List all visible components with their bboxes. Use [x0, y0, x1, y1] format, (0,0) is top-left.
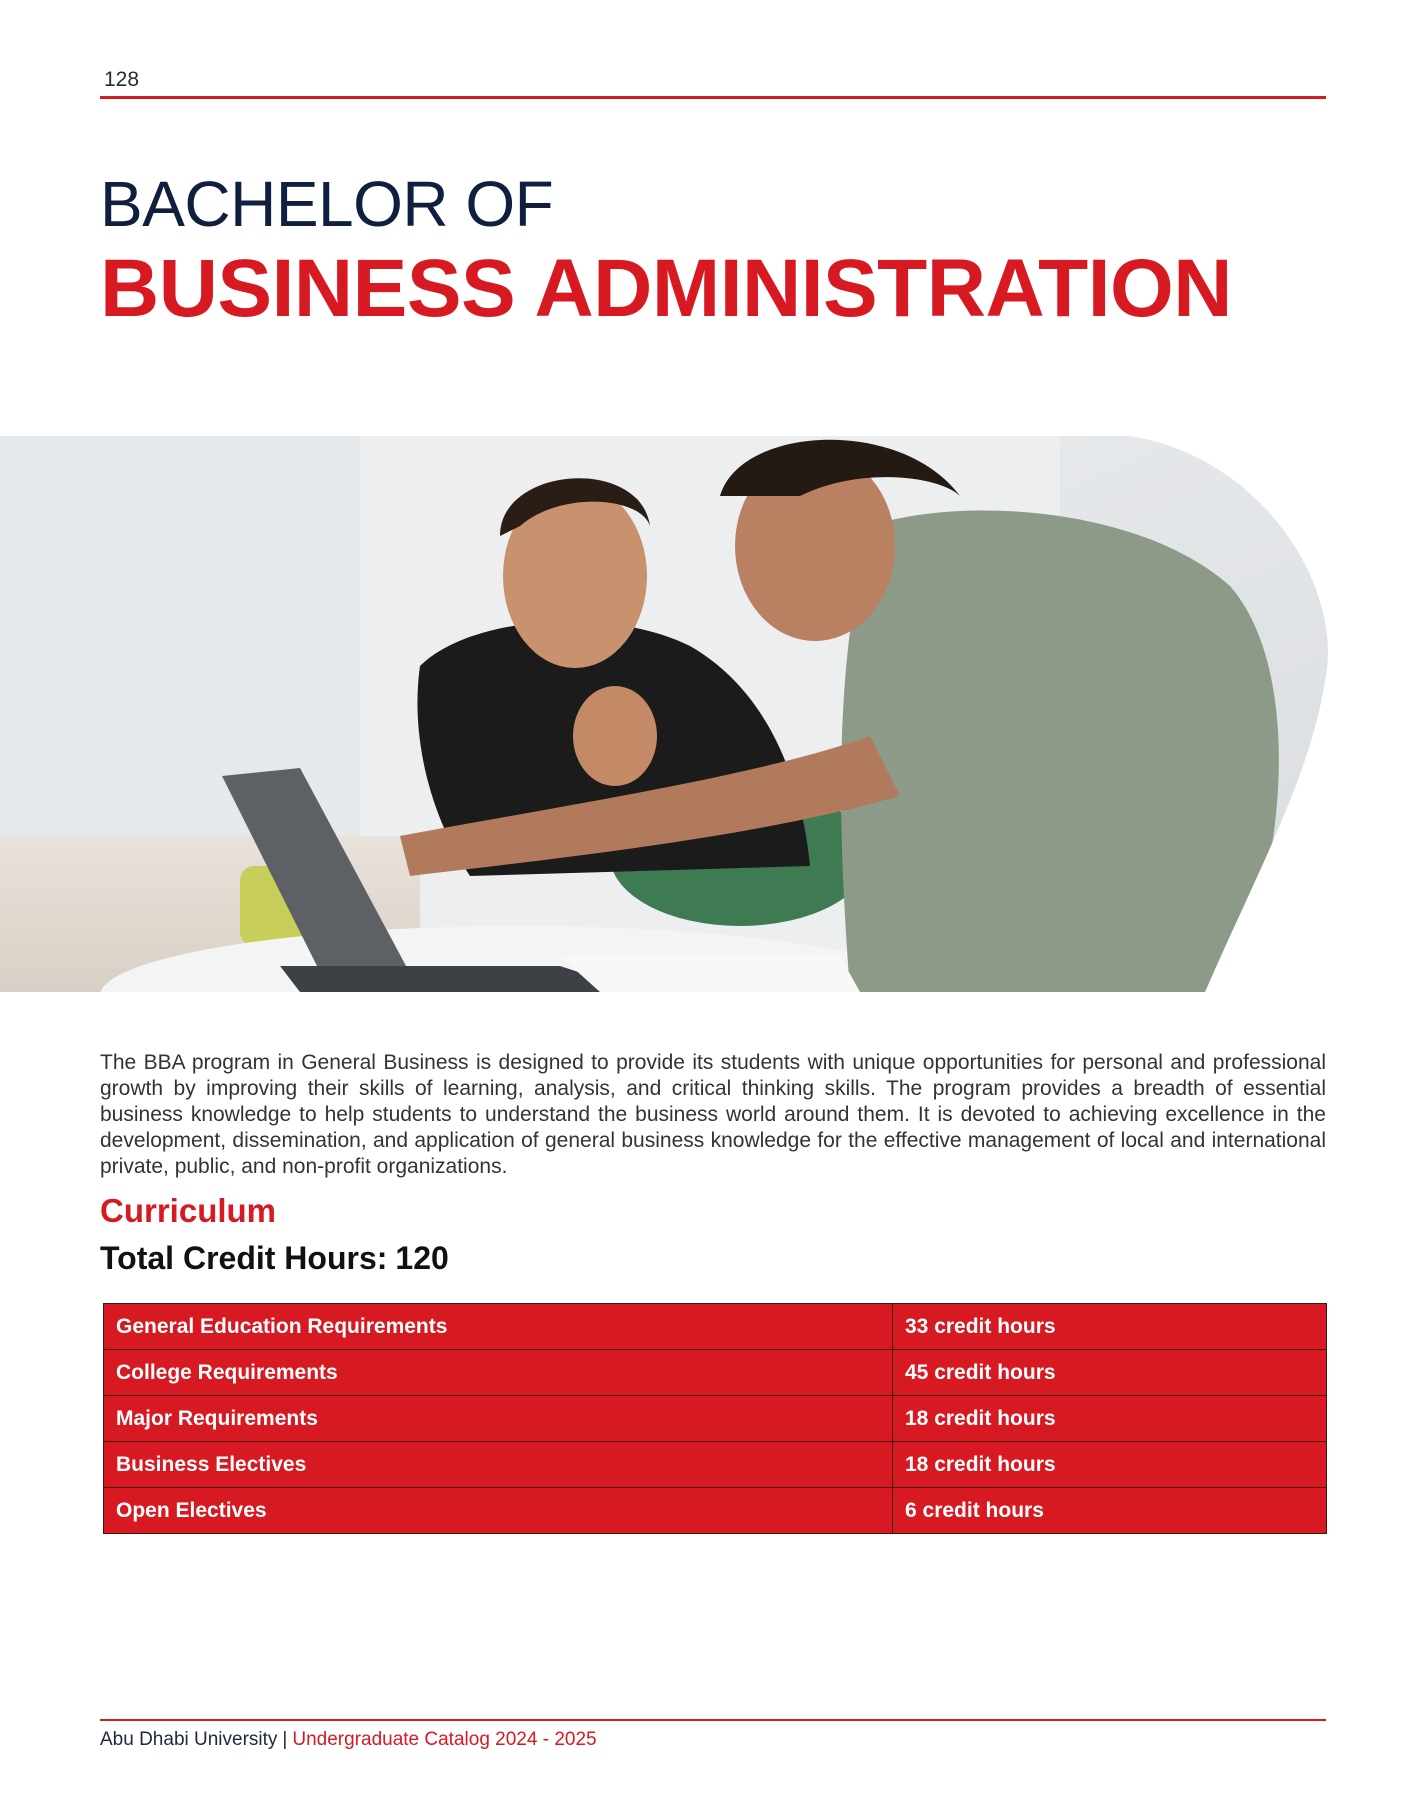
footer — [100, 1729, 597, 1751]
table-row — [104, 1304, 1327, 1350]
page-number: 128 — [104, 68, 140, 91]
hero-photo — [0, 436, 1330, 992]
table-row — [104, 1442, 1327, 1488]
table-row — [104, 1488, 1327, 1534]
table-row — [104, 1396, 1327, 1442]
header-divider — [100, 96, 1326, 99]
requirement-name: Open Electives — [104, 1488, 893, 1534]
total-credit-hours-value: 120 — [395, 1240, 449, 1276]
curriculum-heading: Curriculum — [100, 1192, 277, 1229]
curriculum-table — [103, 1303, 1327, 1534]
requirement-hours: 18 credit hours — [893, 1396, 1327, 1442]
total-credit-hours — [100, 1240, 449, 1277]
requirement-name: General Education Requirements — [104, 1304, 893, 1350]
footer-university: Abu Dhabi University — [100, 1729, 278, 1750]
requirement-hours: 6 credit hours — [893, 1488, 1327, 1534]
program-description: The BBA program in General Business is designed to provide its students with unique opportunities for personal and professional growth by improving their skills of learning, analysis, and critical thinking skills. The program provides a breadth of essential business knowledge to help students to understand the business world around them. It is devoted to achieving excellence in the development, dissemination, and application of general business knowledge for the effective management of local and international private, public, and non-profit organizations. — [100, 1051, 1326, 1178]
requirement-name: Business Electives — [104, 1442, 893, 1488]
requirement-hours: 33 credit hours — [893, 1304, 1327, 1350]
table-row — [104, 1350, 1327, 1396]
footer-separator: | — [282, 1729, 288, 1750]
requirement-hours: 18 credit hours — [893, 1442, 1327, 1488]
title-line-1: BACHELOR OF — [100, 168, 554, 240]
footer-catalog: Undergraduate Catalog 2024 - 2025 — [292, 1729, 597, 1750]
requirement-hours: 45 credit hours — [893, 1350, 1327, 1396]
title-line-2: BUSINESS ADMINISTRATION — [100, 243, 1232, 334]
total-credit-hours-label: Total Credit Hours: — [100, 1240, 388, 1276]
footer-divider — [100, 1719, 1326, 1721]
requirement-name: Major Requirements — [104, 1396, 893, 1442]
requirement-name: College Requirements — [104, 1350, 893, 1396]
